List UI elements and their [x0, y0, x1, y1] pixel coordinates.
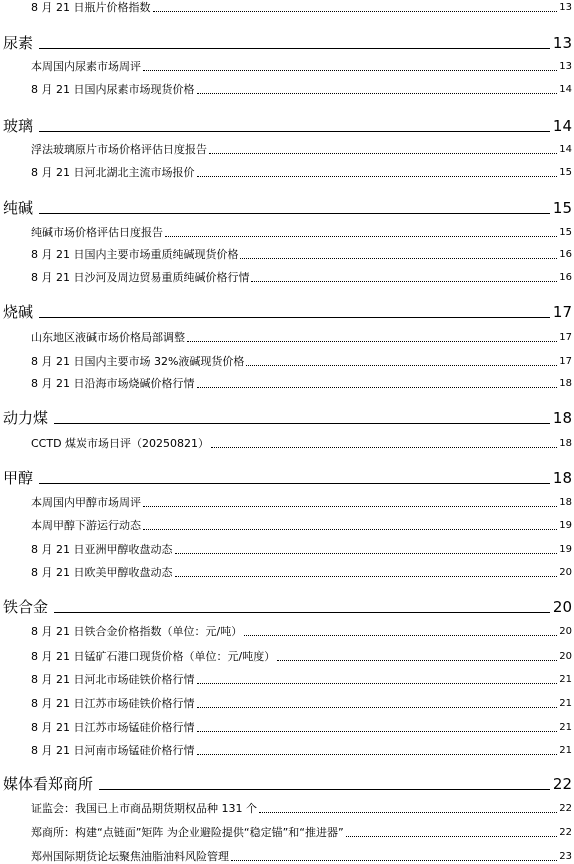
toc-page-number: 17 [559, 356, 572, 367]
toc-entry[interactable] [0, 721, 574, 735]
toc-entry[interactable] [0, 226, 574, 240]
toc-dot-leader [231, 859, 557, 861]
toc-entry-title: 本周国内尿素市场周评 [31, 60, 141, 73]
toc-entry-title: 浮法玻璃原片市场价格评估日度报告 [31, 143, 207, 156]
toc-page-number: 22 [559, 803, 572, 814]
toc-entry-title: 8 月 21 日江苏市场锰硅价格行情 [31, 721, 195, 734]
toc-section-heading[interactable] [0, 199, 574, 217]
toc-page-number: 20 [559, 626, 572, 637]
toc-page-number: 14 [552, 117, 572, 135]
toc-page-number: 22 [552, 775, 572, 793]
toc-entry[interactable] [0, 437, 574, 451]
toc-entry[interactable] [0, 519, 574, 533]
toc-dot-leader [259, 811, 557, 813]
toc-dot-leader [209, 152, 557, 154]
toc-entry[interactable] [0, 625, 574, 639]
toc-page-number: 20 [559, 567, 572, 578]
toc-entry[interactable] [0, 826, 574, 840]
toc-section-rule [54, 422, 550, 424]
toc-entry[interactable] [0, 143, 574, 157]
toc-section-title: 尿素 [3, 34, 34, 52]
toc-page-number: 14 [559, 84, 572, 95]
toc-dot-leader [277, 659, 557, 661]
toc-section-rule [39, 316, 550, 318]
toc-entry-title: 8 月 21 日锰矿石港口现货价格（单位：元/吨度） [31, 650, 276, 663]
toc-section-rule [39, 47, 550, 49]
toc-page-number: 13 [559, 61, 572, 72]
toc-section-title: 动力煤 [3, 409, 49, 427]
toc-dot-leader [197, 175, 558, 177]
toc-entry[interactable] [0, 60, 574, 74]
toc-page-number: 15 [552, 199, 572, 217]
toc-page-number: 17 [552, 303, 572, 321]
toc-dot-leader [153, 10, 558, 12]
toc-dot-leader [143, 69, 557, 71]
toc-section-heading[interactable] [0, 303, 574, 321]
toc-entry-title: CCTD 煤炭市场日评（20250821） [31, 437, 210, 450]
toc-section-title: 烧碱 [3, 303, 34, 321]
toc-page-number: 21 [559, 698, 572, 709]
toc-section-heading[interactable] [0, 34, 574, 52]
toc-dot-leader [143, 528, 557, 530]
toc-dot-leader [165, 235, 557, 237]
toc-entry-title: 8 月 21 日铁合金价格指数（单位：元/吨） [31, 625, 243, 638]
toc-entry[interactable] [0, 248, 574, 262]
toc-entry-title: 8 月 21 日欧美甲醇收盘动态 [31, 566, 173, 579]
toc-page-number: 20 [552, 598, 572, 616]
toc-page-number: 16 [559, 249, 572, 260]
toc-entry[interactable] [0, 650, 574, 664]
toc-section-heading[interactable] [0, 469, 574, 487]
toc-dot-leader [246, 364, 557, 366]
toc-dot-leader [143, 505, 557, 507]
toc-entry[interactable] [0, 271, 574, 285]
toc-entry-title: 8 月 21 日国内主要市场 32%液碱现货价格 [31, 355, 245, 368]
toc-entry[interactable] [0, 166, 574, 180]
toc-entry-title: 郑州国际期货论坛聚焦油脂油料风险管理 [31, 850, 229, 863]
toc-section-title: 甲醇 [3, 469, 34, 487]
toc-page-number: 15 [559, 227, 572, 238]
toc-page-number: 14 [559, 144, 572, 155]
toc-dot-leader [175, 552, 558, 554]
toc-page-number: 18 [559, 438, 572, 449]
toc-dot-leader [346, 835, 558, 837]
toc-page-number: 13 [552, 34, 572, 52]
toc-page-number: 21 [559, 674, 572, 685]
toc-entry-title: 山东地区液碱市场价格局部调整 [31, 331, 185, 344]
toc-page-number: 19 [559, 544, 572, 555]
toc-entry-title: 8 月 21 日河南市场锰硅价格行情 [31, 744, 195, 757]
toc-section-rule [99, 788, 550, 790]
toc-entry-title: 纯碱市场价格评估日度报告 [31, 226, 163, 239]
toc-entry-title: 8 月 21 日河北市场硅铁价格行情 [31, 673, 195, 686]
toc-dot-leader [197, 682, 558, 684]
toc-dot-leader [211, 446, 557, 448]
toc-entry[interactable] [0, 697, 574, 711]
toc-page-number: 18 [559, 378, 572, 389]
toc-entry-title: 8 月 21 日沙河及周边贸易重质纯碱价格行情 [31, 271, 250, 284]
toc-dot-leader [197, 386, 558, 388]
toc-section-rule [39, 130, 550, 132]
toc-page-number: 17 [559, 332, 572, 343]
toc-section-heading[interactable] [0, 598, 574, 616]
toc-entry-title: 8 月 21 日瓶片价格指数 [31, 1, 151, 14]
toc-page-number: 18 [552, 409, 572, 427]
toc-entry[interactable] [0, 83, 574, 97]
toc-section-title: 铁合金 [3, 598, 49, 616]
toc-entry-title: 8 月 21 日河北湖北主流市场报价 [31, 166, 195, 179]
toc-entry-title: 8 月 21 日沿海市场烧碱价格行情 [31, 377, 195, 390]
toc-page-number: 21 [559, 722, 572, 733]
toc-page-number: 22 [559, 827, 572, 838]
toc-dot-leader [197, 730, 558, 732]
toc-entry-title: 8 月 21 日国内尿素市场现货价格 [31, 83, 195, 96]
toc-entry[interactable] [0, 850, 574, 864]
toc-section-heading[interactable] [0, 117, 574, 135]
toc-page-number: 18 [552, 469, 572, 487]
toc-entry-title: 证监会：我国已上市商品期货期权品种 131 个 [31, 802, 257, 815]
toc-dot-leader [175, 575, 558, 577]
toc-entry[interactable] [0, 566, 574, 580]
toc-entry[interactable] [0, 673, 574, 687]
toc-entry-title: 本周甲醇下游运行动态 [31, 519, 141, 532]
toc-entry[interactable] [0, 331, 574, 345]
toc-page-number: 15 [559, 167, 572, 178]
toc-page-number: 18 [559, 497, 572, 508]
toc-page-number: 20 [559, 651, 572, 662]
toc-entry-title: 8 月 21 日亚洲甲醇收盘动态 [31, 543, 173, 556]
toc-entry[interactable] [0, 802, 574, 816]
toc-entry-title: 本周国内甲醇市场周评 [31, 496, 141, 509]
toc-dot-leader [251, 280, 557, 282]
toc-page-number: 19 [559, 520, 572, 531]
toc-page-number: 16 [559, 272, 572, 283]
toc-entry[interactable] [0, 744, 574, 758]
toc-entry[interactable] [0, 1, 574, 15]
toc-entry[interactable] [0, 543, 574, 557]
toc-entry-title: 8 月 21 日国内主要市场重质纯碱现货价格 [31, 248, 239, 261]
toc-section-heading[interactable] [0, 409, 574, 427]
toc-section-title: 玻璃 [3, 117, 34, 135]
toc-entry[interactable] [0, 355, 574, 369]
toc-entry[interactable] [0, 496, 574, 510]
toc-section-rule [54, 611, 550, 613]
toc-dot-leader [240, 257, 557, 259]
toc-section-rule [39, 212, 550, 214]
toc-section-title: 媒体看郑商所 [3, 775, 94, 793]
toc-dot-leader [187, 340, 557, 342]
toc-entry-title: 8 月 21 日江苏市场硅铁价格行情 [31, 697, 195, 710]
toc-entry[interactable] [0, 377, 574, 391]
toc-page-number: 13 [559, 2, 572, 13]
toc-section-rule [39, 482, 550, 484]
toc-page-number: 23 [559, 851, 572, 862]
toc-dot-leader [244, 634, 557, 636]
toc-page-number: 21 [559, 745, 572, 756]
toc-dot-leader [197, 92, 558, 94]
toc-dot-leader [197, 753, 558, 755]
toc-entry-title: 郑商所：构建“点链面”矩阵 为企业避险提供“稳定锚”和“推进器” [31, 826, 344, 839]
toc-section-title: 纯碱 [3, 199, 34, 217]
toc-dot-leader [197, 706, 558, 708]
toc-section-heading[interactable] [0, 775, 574, 793]
